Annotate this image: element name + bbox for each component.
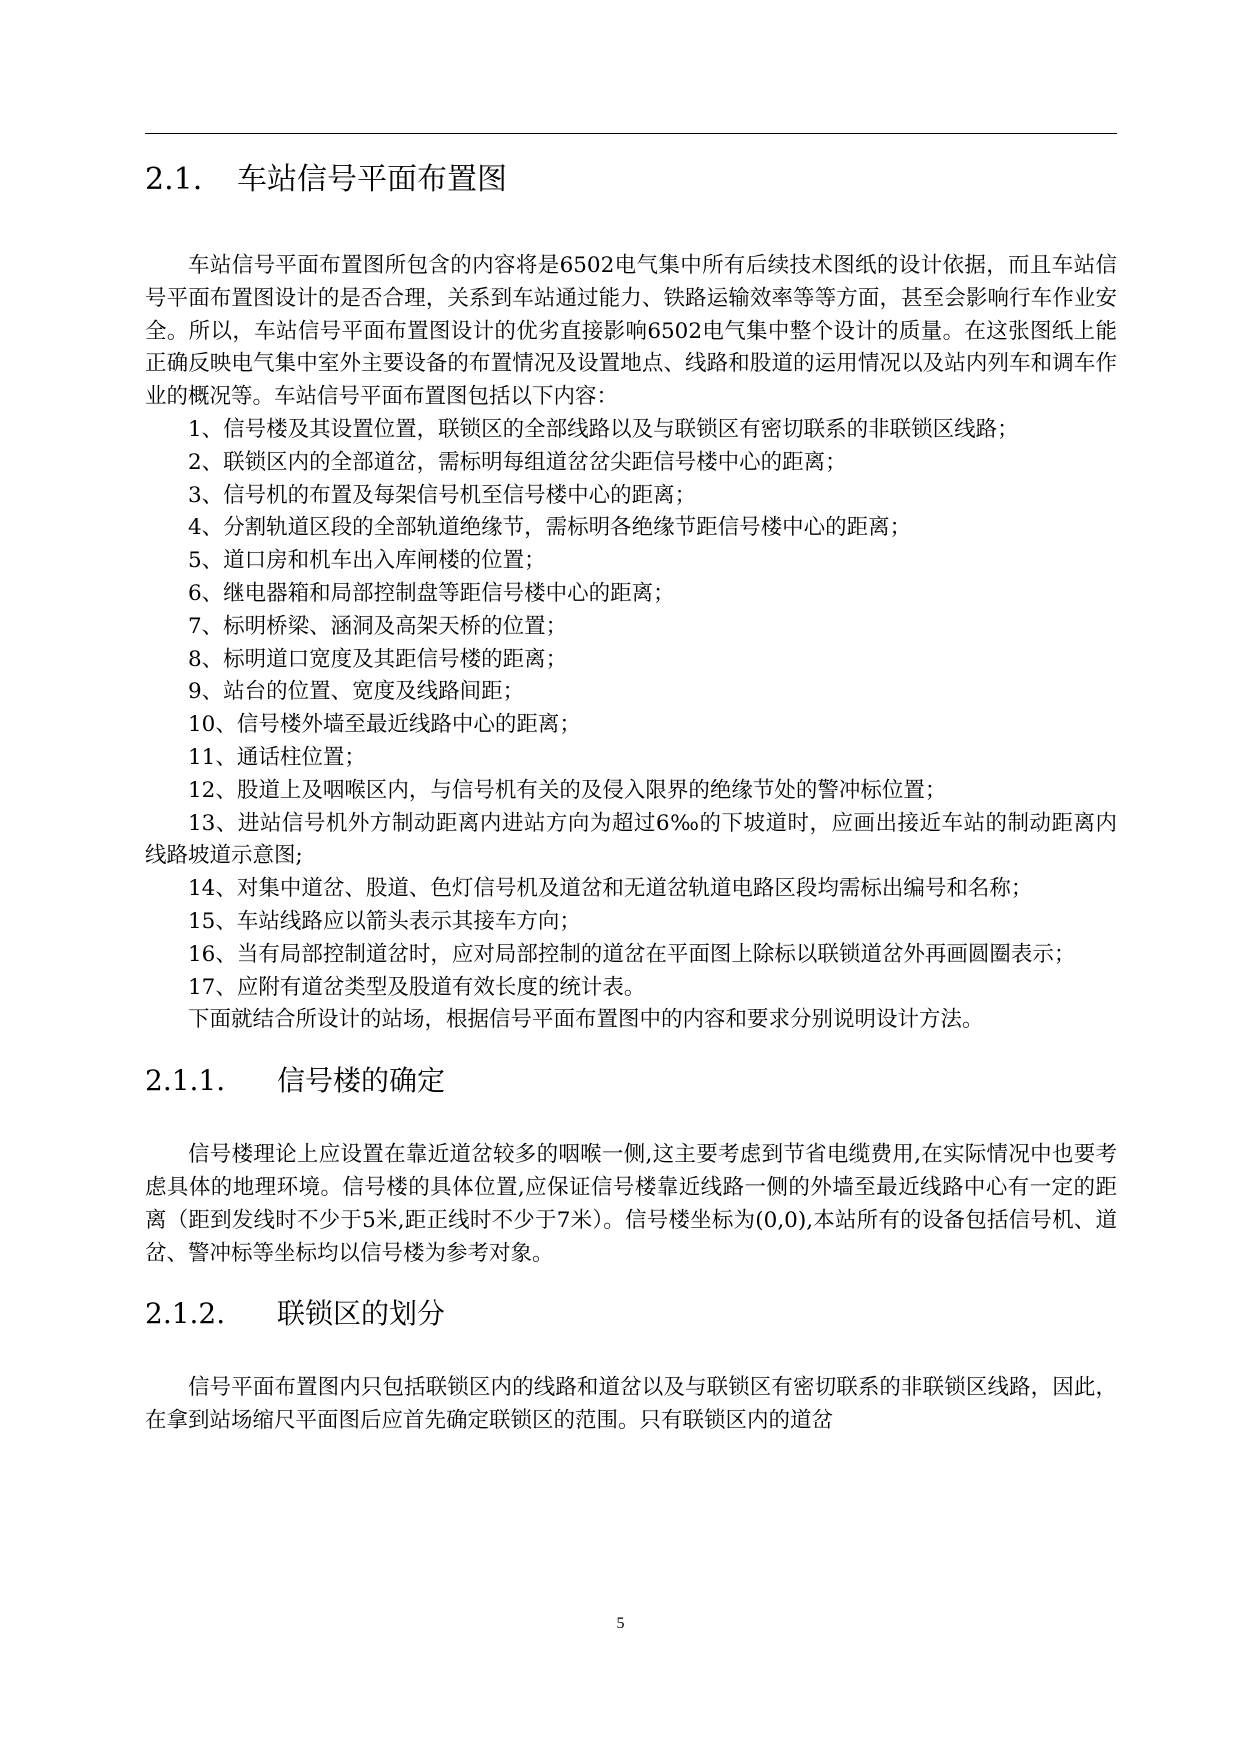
list-item: 16、当有局部控制道岔时，应对局部控制的道岔在平面图上除标以联锁道岔外再画圆圈表示；	[188, 941, 1076, 967]
page-content	[145, 150, 1117, 1438]
header-rule	[145, 133, 1117, 134]
list-item: 3、信号机的布置及每架信号机至信号楼中心的距离；	[188, 482, 697, 508]
list-item: 17、应附有道岔类型及股道有效长度的统计表。	[188, 974, 646, 1000]
page-number: 5	[616, 1615, 625, 1632]
list-item: 14、对集中道岔、股道、色灯信号机及道岔和无道岔轨道电路区段均需标出编号和名称；	[188, 876, 1033, 902]
subsection-heading	[145, 1053, 1117, 1109]
subsection-title: 联锁区的划分	[277, 1297, 446, 1331]
section-heading	[145, 150, 1117, 210]
list-item: 7、标明桥梁、涵洞及高架天桥的位置；	[188, 613, 568, 639]
subsection-body: 信号楼理论上应设置在靠近道岔较多的咽喉一侧,这主要考虑到节省电缆费用,在实际情况中也要考虑具体的地理环境。信号楼的具体位置,应保证信号楼靠近线路一侧的外墙至最近线路中心有一定的距离（距到发线时不少于5米,距正线时不少于7米）。信号楼坐标为(0,0),本站所有的设备包括信号机、道岔、警冲标等坐标均以信号楼为参考对象。	[145, 1142, 1117, 1266]
list-item: 8、标明道口宽度及其距信号楼的距离；	[188, 646, 568, 672]
subsection-number: 2.1.1.	[145, 1064, 226, 1098]
list-item: 15、车站线路应以箭头表示其接车方向；	[188, 908, 581, 934]
list-item: 5、道口房和机车出入库闸楼的位置；	[188, 548, 546, 574]
list-item: 6、继电器箱和局部控制盘等距信号楼中心的距离；	[188, 580, 675, 606]
list-item: 12、股道上及咽喉区内，与信号机有关的及侵入限界的绝缘节处的警冲标位置；	[188, 777, 947, 803]
subsection-heading	[145, 1286, 1117, 1342]
section-closing: 下面就结合所设计的站场，根据信号平面布置图中的内容和要求分别说明设计方法。	[188, 1007, 984, 1033]
section-title: 车站信号平面布置图	[237, 162, 507, 197]
list-item: 4、分割轨道区段的全部轨道绝缘节，需标明各绝缘节距信号楼中心的距离；	[188, 515, 912, 541]
list-item: 11、通话柱位置；	[188, 744, 366, 770]
list-item: 10、信号楼外墙至最近线路中心的距离；	[188, 712, 581, 738]
section-intro: 车站信号平面布置图所包含的内容将是6502电气集中所有后续技术图纸的设计依据，而且车站信号平面布置图设计的是否合理，关系到车站通过能力、铁路运输效率等等方面，甚至会影响行车作业安全。所以，车站信号平面布置图设计的优劣直接影响6502电气集中整个设计的质量。在这张图纸上能正确反映电气集中室外主要设备的布置情况及设置地点、线路和股道的运用情况以及站内列车和调车作业的概况等。车站信号平面布置图包括以下内容：	[145, 253, 1117, 410]
content-list	[145, 414, 1117, 1004]
list-item: 2、联锁区内的全部道岔，需标明每组道岔岔尖距信号楼中心的距离；	[188, 449, 847, 475]
list-item: 1、信号楼及其设置位置，联锁区的全部线路以及与联锁区有密切联系的非联锁区线路；	[188, 416, 1019, 442]
section-number: 2.1.	[145, 162, 203, 197]
subsection-body: 信号平面布置图内只包括联锁区内的线路和道岔以及与联锁区有密切联系的非联锁区线路，因此，在拿到站场缩尺平面图后应首先确定联锁区的范围。只有联锁区内的道岔	[145, 1375, 1117, 1434]
list-item: 9、站台的位置、宽度及线路间距；	[188, 679, 525, 705]
list-item: 13、进站信号机外方制动距离内进站方向为超过6‰的下坡道时，应画出接近车站的制动距离内线路坡道示意图;	[145, 810, 1117, 869]
subsection-title: 信号楼的确定	[277, 1064, 446, 1098]
subsection-number: 2.1.2.	[145, 1297, 226, 1331]
